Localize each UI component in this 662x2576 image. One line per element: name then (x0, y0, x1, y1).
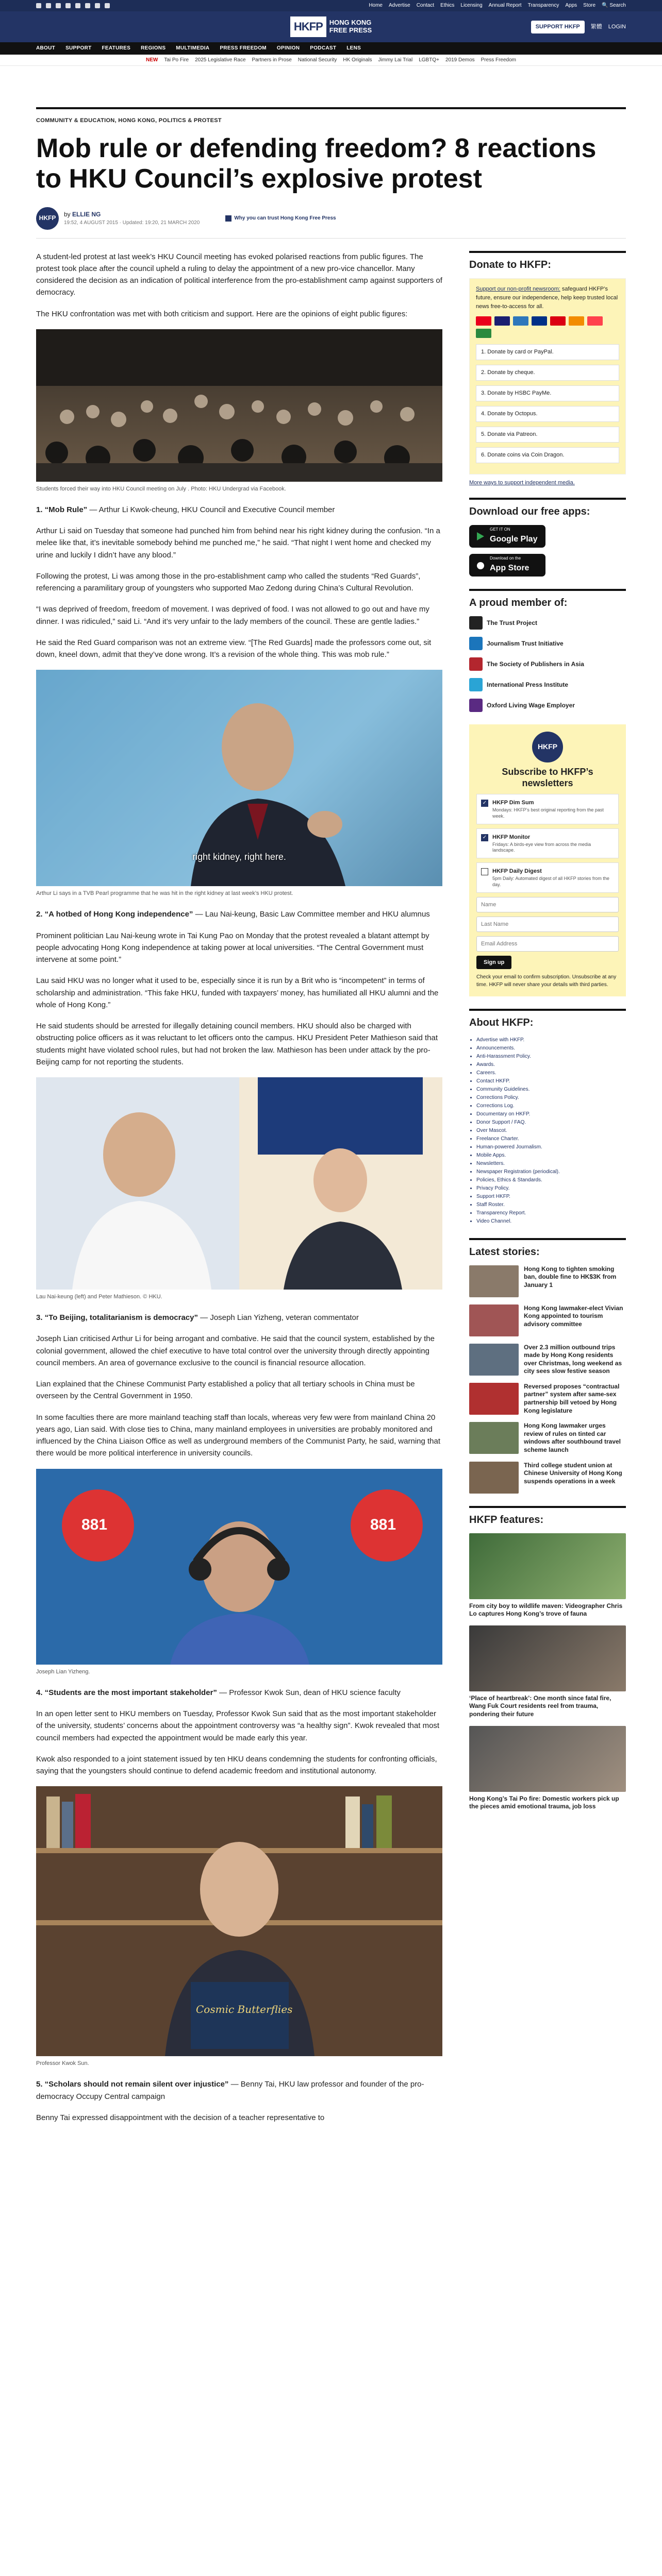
radio-logo-right: 881 (370, 1516, 396, 1533)
video-subtitle: right kidney, right here. (192, 852, 286, 862)
about-link[interactable]: • Human-powered Journalism. (476, 1143, 626, 1151)
author-prefix: by (64, 210, 73, 218)
jti-icon (469, 637, 483, 650)
about-link[interactable]: • Anti-Harassment Policy. (476, 1053, 626, 1061)
feature-story[interactable] (469, 1533, 626, 1618)
trend-link[interactable]: Tai Po Fire (164, 57, 189, 63)
ipi-icon (469, 678, 483, 691)
nav-press-freedom[interactable]: PRESS FREEDOM (220, 45, 267, 52)
trust-link[interactable] (225, 214, 336, 223)
as-small: Download on the (490, 556, 521, 561)
email-input[interactable] (476, 936, 619, 952)
story-thumbnail (469, 1422, 519, 1454)
about-link[interactable]: • Awards. (476, 1061, 626, 1069)
article-body (36, 251, 442, 2133)
option-desc: Mondays: HKFP’s best original reporting from the past week. (492, 807, 604, 819)
donate-intro-text: safeguard HKFP’s future, ensure our independence, help keep trusted local news free-to-access for all. (476, 285, 618, 310)
portraits-illustration (36, 1077, 442, 1290)
newsletter-option-monitor[interactable] (476, 828, 619, 858)
checkbox-checked-icon[interactable]: ✓ (481, 800, 488, 807)
util-link-apps[interactable]: Apps (565, 3, 577, 9)
nav-support[interactable]: SUPPORT (65, 45, 92, 52)
member-label: The Trust Project (487, 619, 538, 626)
trending-bar (0, 55, 662, 66)
heading-quote: 1. “Mob Rule” (36, 505, 88, 514)
heading-attribution: — Lau Nai-keung, Basic Law Committee member and HKU alumnus (193, 910, 430, 919)
paragraph: Arthur Li said on Tuesday that someone had punched him from behind near his right kidney during the confusion. “In a melee like that, it’s inevitable somebody behind me punched me,” he said. “That night I went home and checked my urine and luckily I didn’t have any blood.” (36, 527, 440, 560)
util-link-licensing[interactable]: Licensing (460, 3, 483, 9)
latest-list (469, 1265, 626, 1494)
heading-quote: 5. “Scholars should not remain silent over injustice” (36, 2080, 229, 2089)
latest-story[interactable] (469, 1462, 626, 1494)
nav-regions[interactable]: REGIONS (141, 45, 166, 52)
option-desc: 5pm Daily: Automated digest of all HKFP stories from the day. (492, 876, 609, 887)
patreon-icon (587, 316, 603, 326)
story-thumbnail (469, 1344, 519, 1376)
threads-icon[interactable] (65, 3, 71, 8)
paragraph: Lau said HKU was no longer what it used to be, especially since it is run by a Brit who is “incompetent” in terms of scholarship and administration. “This fake HKU, funded with taxpayers’ money, has humiliated all HKU alumni and the whole of Hong Kong.” (36, 976, 439, 1009)
latest-story[interactable] (469, 1344, 626, 1376)
paragraph: A student-led protest at last week’s HKU Council meeting has evoked polarised reactions from public figures. The protest took place after the council upheld a ruling to delay the appointment of a new pro-vice chancellor. Many considered the decision as an indication of political interference from the pro-establishment camp against supporters of democracy. (36, 252, 442, 297)
donate-intro-link[interactable]: Support our non-profit newsroom: (476, 285, 560, 292)
about-link[interactable]: • Newspaper Registration (periodical). (476, 1168, 626, 1176)
util-link-advertise[interactable]: Advertise (389, 3, 410, 9)
about-link[interactable]: • Contact HKFP. (476, 1077, 626, 1086)
article-title: Mob rule or defending freedom? 8 reactions to HKU Council’s explosive protest (36, 133, 597, 194)
donate-option[interactable]: 3. Donate by HSBC PayMe. (476, 385, 619, 401)
util-link-contact[interactable]: Contact (416, 3, 435, 9)
about-link[interactable]: • Careers. (476, 1069, 626, 1077)
twitter-icon[interactable] (36, 3, 41, 8)
paragraph: He said the Red Guard comparison was not an extreme view. “[The Red Guards] made the professors come out, sit down, kneel down, admit that they’ve done wrong. It’s a revision of the whole thing. This was mob rule.” (36, 638, 432, 659)
trend-link[interactable]: Press Freedom (481, 57, 517, 63)
feature-image (469, 1726, 626, 1792)
gp-big: Google Play (490, 534, 538, 544)
checkbox-checked-icon[interactable]: ✓ (481, 834, 488, 841)
story-thumbnail (469, 1265, 519, 1297)
about-link[interactable]: • Corrections Policy. (476, 1094, 626, 1102)
utility-links (369, 2, 626, 10)
about-link[interactable]: • Corrections Log. (476, 1102, 626, 1110)
heading-quote: 3. “To Beijing, totalitarianism is democracy” (36, 1313, 198, 1323)
story-thumbnail (469, 1383, 519, 1415)
option-title: HKFP Monitor (492, 834, 531, 840)
newsletter-option-dimsum[interactable] (476, 794, 619, 824)
heading-attribution: — Arthur Li Kwok-cheung, HKU Council and Executive Council member (87, 505, 335, 514)
donate-option[interactable]: 4. Donate by Octopus. (476, 406, 619, 422)
story-title: Reversed proposes “contractual partner” system after same-sex partnership bill vetoed by Hong Kong legislature (524, 1382, 620, 1414)
util-link-ethics[interactable]: Ethics (440, 3, 455, 9)
about-link[interactable]: • Transparency Report. (476, 1209, 626, 1217)
author-line (64, 210, 200, 219)
search-label: Search (609, 3, 626, 9)
about-link[interactable]: • Newsletters. (476, 1160, 626, 1168)
logo-mark: HKFP (290, 16, 326, 37)
kwok-sun-photo (36, 1786, 442, 2056)
crowd-illustration (36, 329, 442, 482)
member-label: The Society of Publishers in Asia (487, 660, 584, 668)
paragraph: In some faculties there are more mainland teaching staff than locals, whereas very few were from mainland China 20 years ago, Lian said. With close ties to China, many mainland employees in universities are probably monitored and influenced by the China Liaison Office as well as underground members of the Communist Party, he said, warning that there would be more political interference in university councils. (36, 1413, 441, 1458)
latest-story[interactable] (469, 1265, 626, 1297)
story-title: Hong Kong lawmaker urges review of rules on tinted car windows after southbound travel scheme launch (524, 1422, 621, 1454)
living-wage-icon (469, 699, 483, 712)
story-title: Hong Kong to tighten smoking ban, double fine to HK$3K from January 1 (524, 1265, 617, 1289)
section-heading (36, 1687, 442, 1699)
story-title: Hong Kong lawmaker-elect Vivian Kong appointed to tourism advisory committee (524, 1304, 623, 1328)
donate-heading: Donate to HKFP: (469, 251, 626, 273)
feature-image (469, 1533, 626, 1599)
member-label: Oxford Living Wage Employer (487, 701, 575, 709)
section-heading (36, 504, 442, 516)
top-utility-bar (0, 0, 662, 11)
youtube-icon[interactable] (75, 3, 80, 8)
story-thumbnail (469, 1462, 519, 1494)
trust-icon (225, 215, 231, 222)
heading-attribution: — Joseph Lian Yizheng, veteran commentator (197, 1313, 359, 1323)
joseph-lian-photo (36, 1469, 442, 1665)
donate-option[interactable]: 1. Donate by card or PayPal. (476, 344, 619, 360)
donate-option[interactable]: 6. Donate coins via Coin Dragon. (476, 447, 619, 463)
amex-icon (513, 316, 528, 326)
about-link[interactable]: • Donor Support / FAQ. (476, 1118, 626, 1127)
about-heading: About HKFP: (469, 1009, 626, 1031)
about-link[interactable]: • Documentary on HKFP. (476, 1110, 626, 1118)
sopa-icon (469, 657, 483, 671)
nav-podcast[interactable]: PODCAST (310, 45, 337, 52)
new-badge: NEW (145, 57, 158, 63)
trend-link[interactable]: Partners in Prose (252, 57, 292, 63)
last-name-input[interactable] (476, 917, 619, 932)
more-ways-link[interactable]: More ways to support independent media. (469, 480, 575, 486)
nav-about[interactable]: ABOUT (36, 45, 56, 52)
radio-studio-illustration (36, 1469, 442, 1665)
latest-story[interactable] (469, 1304, 626, 1336)
section-heading (36, 1312, 442, 1324)
member-trust-project[interactable] (469, 616, 626, 630)
trust-project-icon (469, 616, 483, 630)
image-caption: Students forced their way into HKU Council meeting on July . Photo: HKU Undergrad via Facebook. (36, 485, 286, 492)
newsletter-logo: HKFP (532, 732, 563, 762)
gp-small: GET IT ON (490, 527, 510, 532)
story-title: Third college student union at Chinese University of Hong Kong suspends operations in a week (524, 1461, 622, 1485)
about-link[interactable]: • Announcements. (476, 1044, 626, 1053)
member-sopa[interactable] (469, 657, 626, 671)
paragraph: Prominent politician Lau Nai-keung wrote in Tai Kung Pao on Monday that the protest revealed a blatant attempt by people advocating Hong Kong independence at taking power at local universities. “The Central Government must intervene at some point.” (36, 931, 429, 964)
signup-button[interactable]: Sign up (476, 956, 511, 969)
about-link[interactable]: • Staff Roster. (476, 1201, 626, 1209)
rss-icon[interactable] (105, 3, 110, 8)
trend-link[interactable]: HK Originals (343, 57, 372, 63)
story-title: Over 2.3 million outbound trips made by Hong Kong residents over Christmas, long weekend as city sees slow festive season (524, 1343, 622, 1375)
logo-line2: FREE PRESS (329, 26, 372, 34)
article-category[interactable]: COMMUNITY & EDUCATION, HONG KONG, POLITICS & PROTEST (36, 107, 626, 125)
nav-multimedia[interactable]: MULTIMEDIA (176, 45, 210, 52)
language-toggle[interactable]: 繁體 (590, 24, 602, 30)
login-link[interactable]: LOGIN (608, 24, 626, 30)
byline (36, 207, 626, 239)
image-caption: Joseph Lian Yizheng. (36, 1668, 90, 1675)
heading-quote: 4. “Students are the most important stakeholder” (36, 1688, 217, 1697)
nav-opinion[interactable]: OPINION (276, 45, 300, 52)
option-title: HKFP Daily Digest (492, 868, 542, 875)
heading-attribution: — Professor Kwok Sun, dean of HKU science faculty (217, 1688, 401, 1697)
heading-quote: 2. “A hotbed of Hong Kong independence” (36, 910, 193, 919)
payme-icon (550, 316, 566, 326)
about-link[interactable]: • Community Guidelines. (476, 1086, 626, 1094)
apple-icon (475, 560, 486, 570)
donate-box (469, 278, 626, 474)
option-desc: Fridays: A birds-eye view from across the media landscape. (492, 841, 591, 853)
nav-features[interactable]: FEATURES (102, 45, 131, 52)
image-caption: Lau Nai-keung (left) and Peter Mathieson. © HKU. (36, 1294, 162, 1300)
section-heading (36, 908, 442, 920)
about-link[interactable]: • Advertise with HKFP. (476, 1036, 626, 1044)
newsletter-title: Subscribe to HKFP’s newsletters (502, 767, 593, 788)
payment-icons (476, 316, 619, 338)
sidebar (469, 251, 626, 2133)
util-link-transparency[interactable]: Transparency (527, 3, 559, 9)
paragraph: Benny Tai expressed disappointment with the decision of a teacher representative to (36, 2113, 325, 2122)
instagram-icon[interactable] (56, 3, 61, 8)
google-play-button[interactable] (469, 525, 545, 548)
feature-image (469, 1625, 626, 1691)
about-link[interactable]: • Over Mascot. (476, 1127, 626, 1135)
member-ipi[interactable] (469, 678, 626, 691)
checkbox-icon[interactable] (481, 868, 488, 875)
visa-icon (494, 316, 510, 326)
story-thumbnail (469, 1304, 519, 1336)
google-play-icon (475, 531, 486, 541)
feature-title: Hong Kong’s Tai Po fire: Domestic workers pick up the pieces amid emotional trauma, job loss (469, 1794, 619, 1810)
image-caption: Professor Kwok Sun. (36, 2060, 89, 2067)
image-caption: Arthur Li says in a TVB Pearl programme that he was hit in the right kidney at last week’s HKU protest. (36, 890, 293, 897)
radio-logo-left: 881 (81, 1516, 108, 1533)
arthur-li-photo (36, 670, 442, 886)
nav-lens[interactable]: LENS (346, 45, 361, 52)
about-link[interactable]: • Policies, Ethics & Standards. (476, 1176, 626, 1184)
logo-line1: HONG KONG (329, 19, 372, 27)
as-big: App Store (490, 563, 529, 572)
book-title: Cosmic Butterflies (196, 2003, 293, 2016)
paragraph: Lian explained that the Chinese Communist Party established a policy that all tertiary schools in China must be overseen by the Central Government in 1950. (36, 1380, 415, 1401)
article-date: 19:52, 4 AUGUST 2015 · Updated: 19:20, 21 MARCH 2020 (64, 220, 200, 226)
paragraph: “I was deprived of freedom, freedom of movement. I was deprived of food. I was not allowed to go out and have my dinner. I was ridiculed,” said Li. “And it’s very unfair to the lady members of the council. These are gentle ladies.” (36, 605, 429, 626)
octopus-icon (569, 316, 584, 326)
paragraph: Kwok also responded to a joint statement issued by ten HKU deans condemning the students for confronting officials, saying that the youngsters should continue to defend academic freedom and institutional autonomy. (36, 1754, 437, 1776)
first-name-input[interactable] (476, 897, 619, 912)
newsletter-box (469, 724, 626, 996)
util-link-store[interactable]: Store (583, 3, 596, 9)
about-link[interactable]: • Support HKFP. (476, 1193, 626, 1201)
site-header (0, 11, 662, 42)
feature-story[interactable] (469, 1726, 626, 1811)
proud-heading: A proud member of: (469, 589, 626, 611)
trend-link[interactable]: 2019 Demos (445, 57, 475, 63)
author-avatar: HKFP (36, 207, 59, 230)
util-link-annual-report[interactable]: Annual Report (488, 3, 522, 9)
feature-title: ‘Place of heartbreak’: One month since fatal fire, Wang Fuk Court residents reel from trauma, pondering their future (469, 1694, 611, 1718)
option-title: HKFP Dim Sum (492, 800, 534, 806)
logo-text (329, 19, 372, 35)
trend-link[interactable]: 2025 Legislative Race (195, 57, 246, 63)
trend-link[interactable]: National Security (297, 57, 337, 63)
search-link[interactable]: 🔍 Search (602, 3, 626, 9)
lau-mathieson-photo (36, 1077, 442, 1290)
about-link[interactable]: • Freelance Charter. (476, 1135, 626, 1143)
member-label: Journalism Trust Initiative (487, 639, 564, 647)
latest-story[interactable] (469, 1422, 626, 1454)
about-link[interactable]: • Mobile Apps. (476, 1151, 626, 1160)
mastercard-icon (476, 316, 491, 326)
feature-story[interactable] (469, 1625, 626, 1719)
paragraph: The HKU confrontation was met with both criticism and support. Here are the opinions of eight public figures: (36, 309, 408, 318)
heading-attribution: — Benny Tai, HKU law professor and founder of the pro-democracy Occupy Central campaign (36, 2080, 424, 2101)
paragraph: Joseph Lian criticised Arthur Li for being arrogant and combative. He said that the council system, established by the colonial government, allowed the chief executive to have total control over the university through directly appointing council members. An area of governance exclusive to the council is financial resource allocation. (36, 1334, 435, 1367)
header-actions (531, 21, 626, 33)
fps-icon (476, 329, 491, 338)
facebook-icon[interactable] (46, 3, 51, 8)
about-links (469, 1036, 626, 1226)
paragraph: In an open letter sent to HKU members on Tuesday, Professor Kwok Sun said that as the most important stakeholder of the university, students’ concerns about the appointment controversy was “a healthy sign”. Kwok revealed that most council members had expected the appointment would be made early this year. (36, 1709, 440, 1742)
site-logo[interactable] (290, 16, 372, 37)
member-logos (469, 616, 626, 712)
donate-option[interactable]: 5. Donate via Patreon. (476, 427, 619, 443)
newsletter-option-digest[interactable] (476, 862, 619, 892)
telegram-icon[interactable] (85, 3, 90, 8)
donate-option[interactable]: 2. Donate by cheque. (476, 365, 619, 381)
feature-title: From city boy to wildlife maven: Videographer Chris Lo captures Hong Kong’s trove of fauna (469, 1602, 623, 1618)
paypal-icon (532, 316, 547, 326)
latest-story[interactable] (469, 1383, 626, 1415)
util-link-home[interactable]: Home (369, 3, 383, 9)
apps-heading: Download our free apps: (469, 498, 626, 520)
trust-label: Why you can trust Hong Kong Free Press (234, 215, 336, 221)
author-link[interactable]: ELLIE NG (72, 210, 101, 218)
about-link[interactable]: • Video Channel. (476, 1217, 626, 1226)
support-hkfp-button[interactable]: SUPPORT HKFP (531, 21, 585, 33)
newsletter-note: Check your email to confirm subscription. Unsubscribe at any time. HKFP will never share your details with third parties. (476, 974, 617, 988)
section-heading (36, 2078, 442, 2103)
member-living-wage[interactable] (469, 699, 626, 712)
features-heading: HKFP features: (469, 1506, 626, 1528)
trend-link[interactable]: LGBTQ+ (419, 57, 439, 63)
whatsapp-icon[interactable] (95, 3, 100, 8)
protest-photo (36, 329, 442, 482)
member-label: International Press Institute (487, 681, 569, 688)
app-store-button[interactable] (469, 554, 545, 577)
trend-link[interactable]: Jimmy Lai Trial (378, 57, 413, 63)
latest-heading: Latest stories: (469, 1238, 626, 1260)
about-link[interactable]: • Privacy Policy. (476, 1184, 626, 1193)
paragraph: He said students should be arrested for illegally detaining council members. HKU should also be charged with obstructing police officers as it was reluctant to let officers onto the campus. HKU President Peter Mathieson said that students might have violated school rules, but had not broken the law. Mathieson has been under attack by the pro-Beijing camp for not reporting the students. (36, 1022, 438, 1066)
social-icons (36, 3, 110, 8)
donate-intro (476, 285, 619, 311)
member-jti[interactable] (469, 637, 626, 650)
paragraph: Following the protest, Li was among those in the pro-establishment camp who called the students “Red Guards”, referencing a paramilitary group of youngsters who supported Mao Zedong during China’s Cultural Revolution. (36, 571, 421, 593)
main-nav (0, 42, 662, 55)
